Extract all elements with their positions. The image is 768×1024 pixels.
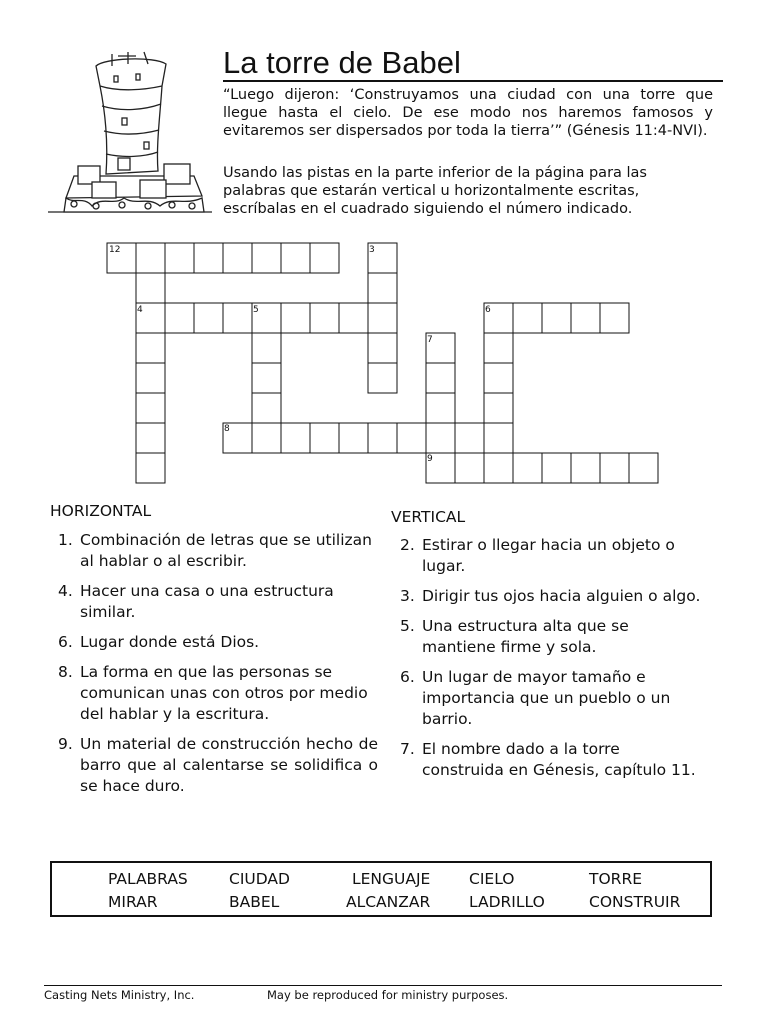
clue-number: 1.: [58, 531, 73, 549]
instructions: Usando las pistas en la parte inferior de la página para las palabras que estarán vertical u horizontalmente escritas, escríbalas en el cuadrado siguiendo el número indicado.: [223, 165, 647, 217]
crossword-cell-4[interactable]: [223, 243, 252, 273]
clue-number: 3.: [400, 587, 415, 605]
clue-h-6: [58, 632, 378, 653]
crossword-cell-1[interactable]: [136, 243, 165, 273]
crossword-cell-38[interactable]: [484, 423, 513, 453]
crossword-cell-55[interactable]: [542, 453, 571, 483]
crossword-cell-17[interactable]: [368, 303, 397, 333]
grid-number-3: 3: [369, 245, 375, 255]
crossword-cell-14[interactable]: [136, 453, 165, 483]
clue-h-1: [58, 530, 378, 572]
crossword-cell-52[interactable]: [455, 423, 484, 453]
clue-v-2: [400, 535, 705, 577]
crossword-cell-27[interactable]: [252, 333, 281, 363]
clue-text: Dirigir tus ojos hacia alguien o algo.: [422, 587, 701, 605]
crossword-cell-31[interactable]: [513, 303, 542, 333]
word-ladrillo: LADRILLO: [469, 893, 545, 911]
crossword-cell-19[interactable]: [368, 363, 397, 393]
crossword-cell-10[interactable]: [136, 333, 165, 363]
crossword-cell-47[interactable]: [281, 423, 310, 453]
clue-number: 4.: [58, 582, 73, 600]
word-palabras: PALABRAS: [108, 870, 188, 888]
crossword-cell-11[interactable]: [136, 363, 165, 393]
crossword-cell-39[interactable]: [484, 453, 513, 483]
clue-h-9: [58, 734, 378, 797]
vertical-heading: VERTICAL: [391, 508, 466, 526]
crossword-cell-35[interactable]: [484, 333, 513, 363]
crossword-cell-25[interactable]: [310, 303, 339, 333]
clue-v-3: [400, 586, 705, 607]
word-torre: TORRE: [589, 870, 643, 888]
clue-number: 7.: [400, 740, 415, 758]
crossword-cell-21[interactable]: [194, 303, 223, 333]
word-cielo: CIELO: [469, 870, 515, 888]
clue-text: Lugar donde está Dios.: [80, 633, 260, 651]
word-alcanzar: ALCANZAR: [346, 893, 431, 911]
crossword-cell-16[interactable]: [368, 273, 397, 303]
crossword-grid: [0, 0, 768, 500]
footer-publisher: Casting Nets Ministry, Inc.: [44, 988, 195, 1002]
footer-divider: [44, 985, 722, 986]
page-title: La torre de Babel: [223, 46, 723, 82]
crossword-cell-24[interactable]: [281, 303, 310, 333]
vertical-clues: [400, 535, 705, 790]
clue-text: Hacer una casa o una estructura similar.: [80, 582, 334, 621]
clue-number: 2.: [400, 536, 415, 554]
word-mirar: MIRAR: [108, 893, 158, 911]
grid-number-4: 4: [137, 305, 143, 315]
crossword-cell-33[interactable]: [571, 303, 600, 333]
crossword-cell-46[interactable]: [252, 423, 281, 453]
grid-number-9: 9: [427, 454, 433, 464]
crossword-cell-28[interactable]: [252, 363, 281, 393]
word-babel: BABEL: [229, 893, 280, 911]
clue-text: La forma en que las personas se comunican unas con otros por medio del hablar y la escritura.: [80, 663, 368, 723]
crossword-cell-32[interactable]: [542, 303, 571, 333]
word-ciudad: CIUDAD: [229, 870, 290, 888]
crossword-cell-48[interactable]: [310, 423, 339, 453]
grid-number-7: 7: [427, 335, 433, 345]
clue-text: Una estructura alta que se mantiene firme y sola.: [422, 617, 629, 656]
grid-number-5: 5: [253, 305, 259, 315]
footer-reproduction-note: May be reproduced for ministry purposes.: [267, 988, 509, 1002]
crossword-cell-53[interactable]: [455, 453, 484, 483]
clue-v-5: [400, 616, 705, 658]
clue-h-4: [58, 581, 378, 623]
crossword-cell-42[interactable]: [426, 393, 455, 423]
crossword-cell-22[interactable]: [223, 303, 252, 333]
word-bank: [50, 861, 712, 917]
crossword-cell-12[interactable]: [136, 393, 165, 423]
clue-v-7: [400, 739, 705, 781]
word-construir: CONSTRUIR: [589, 893, 681, 911]
crossword-cell-13[interactable]: [136, 423, 165, 453]
clue-number: 6.: [400, 668, 415, 686]
crossword-cell-37[interactable]: [484, 393, 513, 423]
crossword-cell-26[interactable]: [339, 303, 368, 333]
crossword-cell-5[interactable]: [252, 243, 281, 273]
horizontal-clues: [58, 530, 378, 806]
crossword-cell-41[interactable]: [426, 363, 455, 393]
clue-text: Combinación de letras que se utilizan al hablar o al escribir.: [80, 531, 372, 570]
crossword-cell-51[interactable]: [397, 423, 426, 453]
clue-v-6: [400, 667, 705, 730]
crossword-cell-20[interactable]: [165, 303, 194, 333]
clue-number: 8.: [58, 663, 73, 681]
crossword-cell-18[interactable]: [368, 333, 397, 363]
clue-h-8: [58, 662, 378, 725]
crossword-cell-58[interactable]: [629, 453, 658, 483]
clue-text: Un lugar de mayor tamaño e importancia que un pueblo o un barrio.: [422, 668, 671, 728]
grid-number-12: 12: [109, 245, 121, 255]
clue-text: Un material de construcción hecho de barro que al calentarse se solidifica o se hace duro.: [80, 735, 378, 795]
grid-number-6: 6: [485, 305, 491, 315]
crossword-cell-8[interactable]: [136, 273, 165, 303]
crossword-cell-2[interactable]: [165, 243, 194, 273]
word-lenguaje: LENGUAJE: [352, 870, 431, 888]
crossword-cell-49[interactable]: [339, 423, 368, 453]
crossword-cell-6[interactable]: [281, 243, 310, 273]
bible-quote: “Luego dijeron: ‘Construyamos una ciudad con una torre que llegue hasta el cielo. De ese modo nos haremos famosos y evitaremos ser dispersados por toda la tierra’” (Génesis 11:4-NVI).: [223, 87, 713, 139]
horizontal-heading: HORIZONTAL: [50, 502, 152, 520]
crossword-cell-29[interactable]: [252, 393, 281, 423]
clue-number: 9.: [58, 735, 73, 753]
crossword-cell-54[interactable]: [513, 453, 542, 483]
clue-text: El nombre dado a la torre construida en Génesis, capítulo 11.: [422, 740, 696, 779]
crossword-cell-34[interactable]: [600, 303, 629, 333]
crossword-cell-50[interactable]: [368, 423, 397, 453]
crossword-cell-3[interactable]: [194, 243, 223, 273]
crossword-cell-57[interactable]: [600, 453, 629, 483]
clue-text: Estirar o llegar hacia un objeto o lugar.: [422, 536, 675, 575]
grid-number-8: 8: [224, 424, 230, 434]
crossword-cell-43[interactable]: [426, 423, 455, 453]
clue-number: 5.: [400, 617, 415, 635]
crossword-cell-7[interactable]: [310, 243, 339, 273]
crossword-cell-36[interactable]: [484, 363, 513, 393]
clue-number: 6.: [58, 633, 73, 651]
crossword-cell-56[interactable]: [571, 453, 600, 483]
